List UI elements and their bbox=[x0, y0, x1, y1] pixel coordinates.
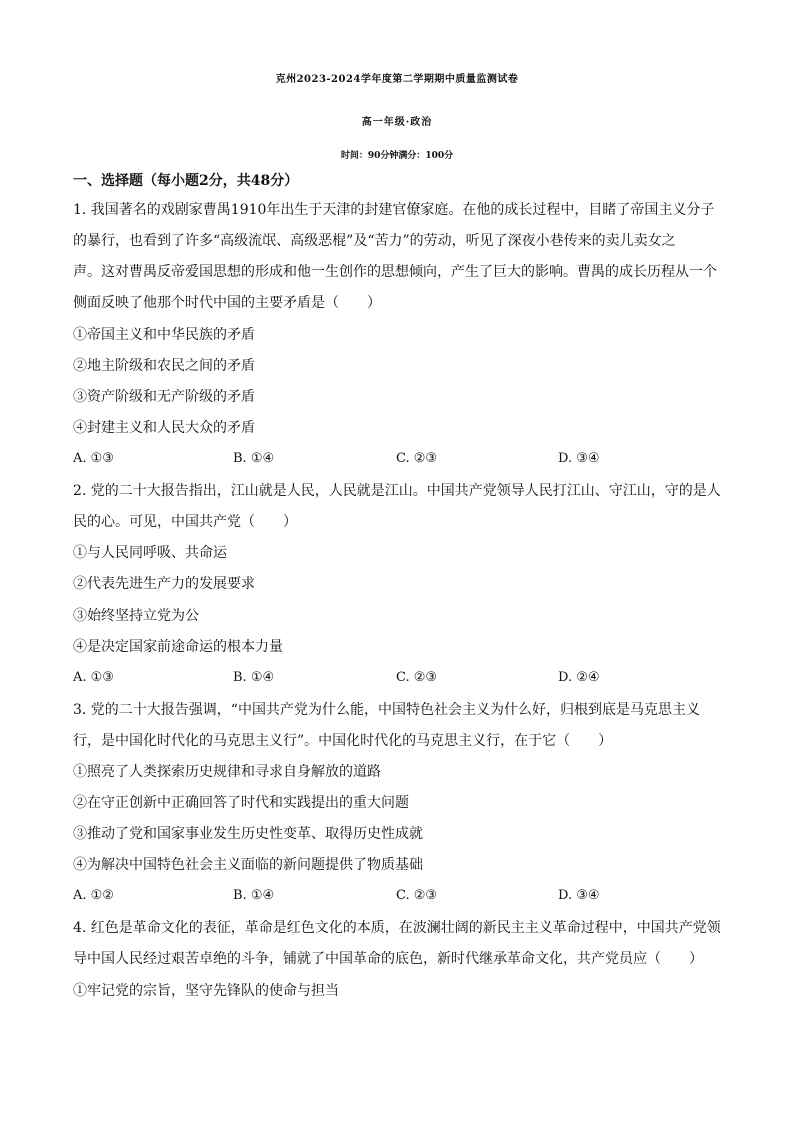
statement-item: ④为解决中国特色社会主义面临的新问题提供了物质基础 bbox=[73, 857, 423, 873]
question-stem-line: 声。这对曹禺反帝爱国思想的形成和他一生创作的思想倾向，产生了巨大的影响。曹禺的成长历程从一个 bbox=[73, 264, 717, 280]
answer-option-b: B. ①④ bbox=[233, 451, 275, 466]
statement-item: ③推动了党和国家事业发生历史性变革、取得历史性成就 bbox=[73, 826, 423, 842]
answer-option-a: A. ①③ bbox=[73, 451, 114, 466]
section-heading: 一、选择题（每小题2分，共48分） bbox=[73, 173, 299, 189]
statement-item: ②在守正创新中正确回答了时代和实践提出的重大问题 bbox=[73, 795, 409, 811]
answer-option-d: D. ③④ bbox=[558, 888, 600, 903]
statement-item: ①牢记党的宗旨，坚守先锋队的使命与担当 bbox=[73, 983, 339, 999]
question-stem-line: 导中国人民经过艰苦卓绝的斗争，铺就了中国革命的底色，新时代继承革命文化，共产党员应（ ） bbox=[73, 951, 703, 967]
question-stem-line: 4. 红色是革命文化的表征，革命是红色文化的本质，在波澜壮阔的新民主主义革命过程中，中国共产党领 bbox=[73, 920, 721, 936]
answer-option-c: C. ②③ bbox=[396, 888, 438, 903]
statement-item: ③资产阶级和无产阶级的矛盾 bbox=[73, 389, 255, 405]
statement-item: ②代表先进生产力的发展要求 bbox=[73, 576, 255, 592]
question-stem-line: 3. 党的二十大报告强调，“中国共产党为什么能，中国特色社会主义为什么好，归根到底是马克思主义 bbox=[73, 702, 700, 718]
exam-subtitle: 高一年级·政治 bbox=[361, 117, 433, 128]
exam-title: 克州2023-2024学年度第二学期期中质量监测试卷 bbox=[275, 74, 519, 85]
answer-option-b: B. ①④ bbox=[233, 670, 275, 685]
question-stem-line: 行，是中国化时代化的马克思主义行”。中国化时代化的马克思主义行，在于它（ ） bbox=[73, 733, 613, 749]
answer-option-c: C. ②③ bbox=[396, 451, 438, 466]
answer-option-d: D. ③④ bbox=[558, 451, 600, 466]
statement-item: ④是决定国家前途命运的根本力量 bbox=[73, 639, 283, 655]
exam-time-info: 时间：90分钟满分：100分 bbox=[340, 151, 454, 161]
question-stem-line: 2. 党的二十大报告指出，江山就是人民，人民就是江山。中国共产党领导人民打江山、守江山，守的是人 bbox=[73, 483, 721, 499]
question-stem-line: 侧面反映了他那个时代中国的主要矛盾是（ ） bbox=[73, 295, 381, 311]
question-stem-line: 1. 我国著名的戏剧家曹禺1910年出生于天津的封建官僚家庭。在他的成长过程中，目睹了帝国主义分子 bbox=[73, 202, 715, 218]
question-stem-line: 的暴行，也看到了许多“高级流氓、高级恶棍”及“苦力”的劳动，听见了深夜小巷传来的卖儿卖女之 bbox=[73, 233, 676, 249]
statement-item: ③始终坚持立党为公 bbox=[73, 608, 199, 624]
answer-option-b: B. ①④ bbox=[233, 888, 275, 903]
statement-item: ①照亮了人类探索历史规律和寻求自身解放的道路 bbox=[73, 764, 381, 780]
statement-item: ①与人民同呼吸、共命运 bbox=[73, 545, 227, 561]
statement-item: ④封建主义和人民大众的矛盾 bbox=[73, 420, 255, 436]
statement-item: ①帝国主义和中华民族的矛盾 bbox=[73, 327, 255, 343]
answer-option-a: A. ①③ bbox=[73, 670, 114, 685]
statement-item: ②地主阶级和农民之间的矛盾 bbox=[73, 358, 255, 374]
question-stem-line: 民的心。可见，中国共产党（ ） bbox=[73, 514, 297, 530]
answer-option-d: D. ②④ bbox=[558, 670, 600, 685]
answer-option-c: C. ②③ bbox=[396, 670, 438, 685]
answer-option-a: A. ①② bbox=[73, 888, 114, 903]
